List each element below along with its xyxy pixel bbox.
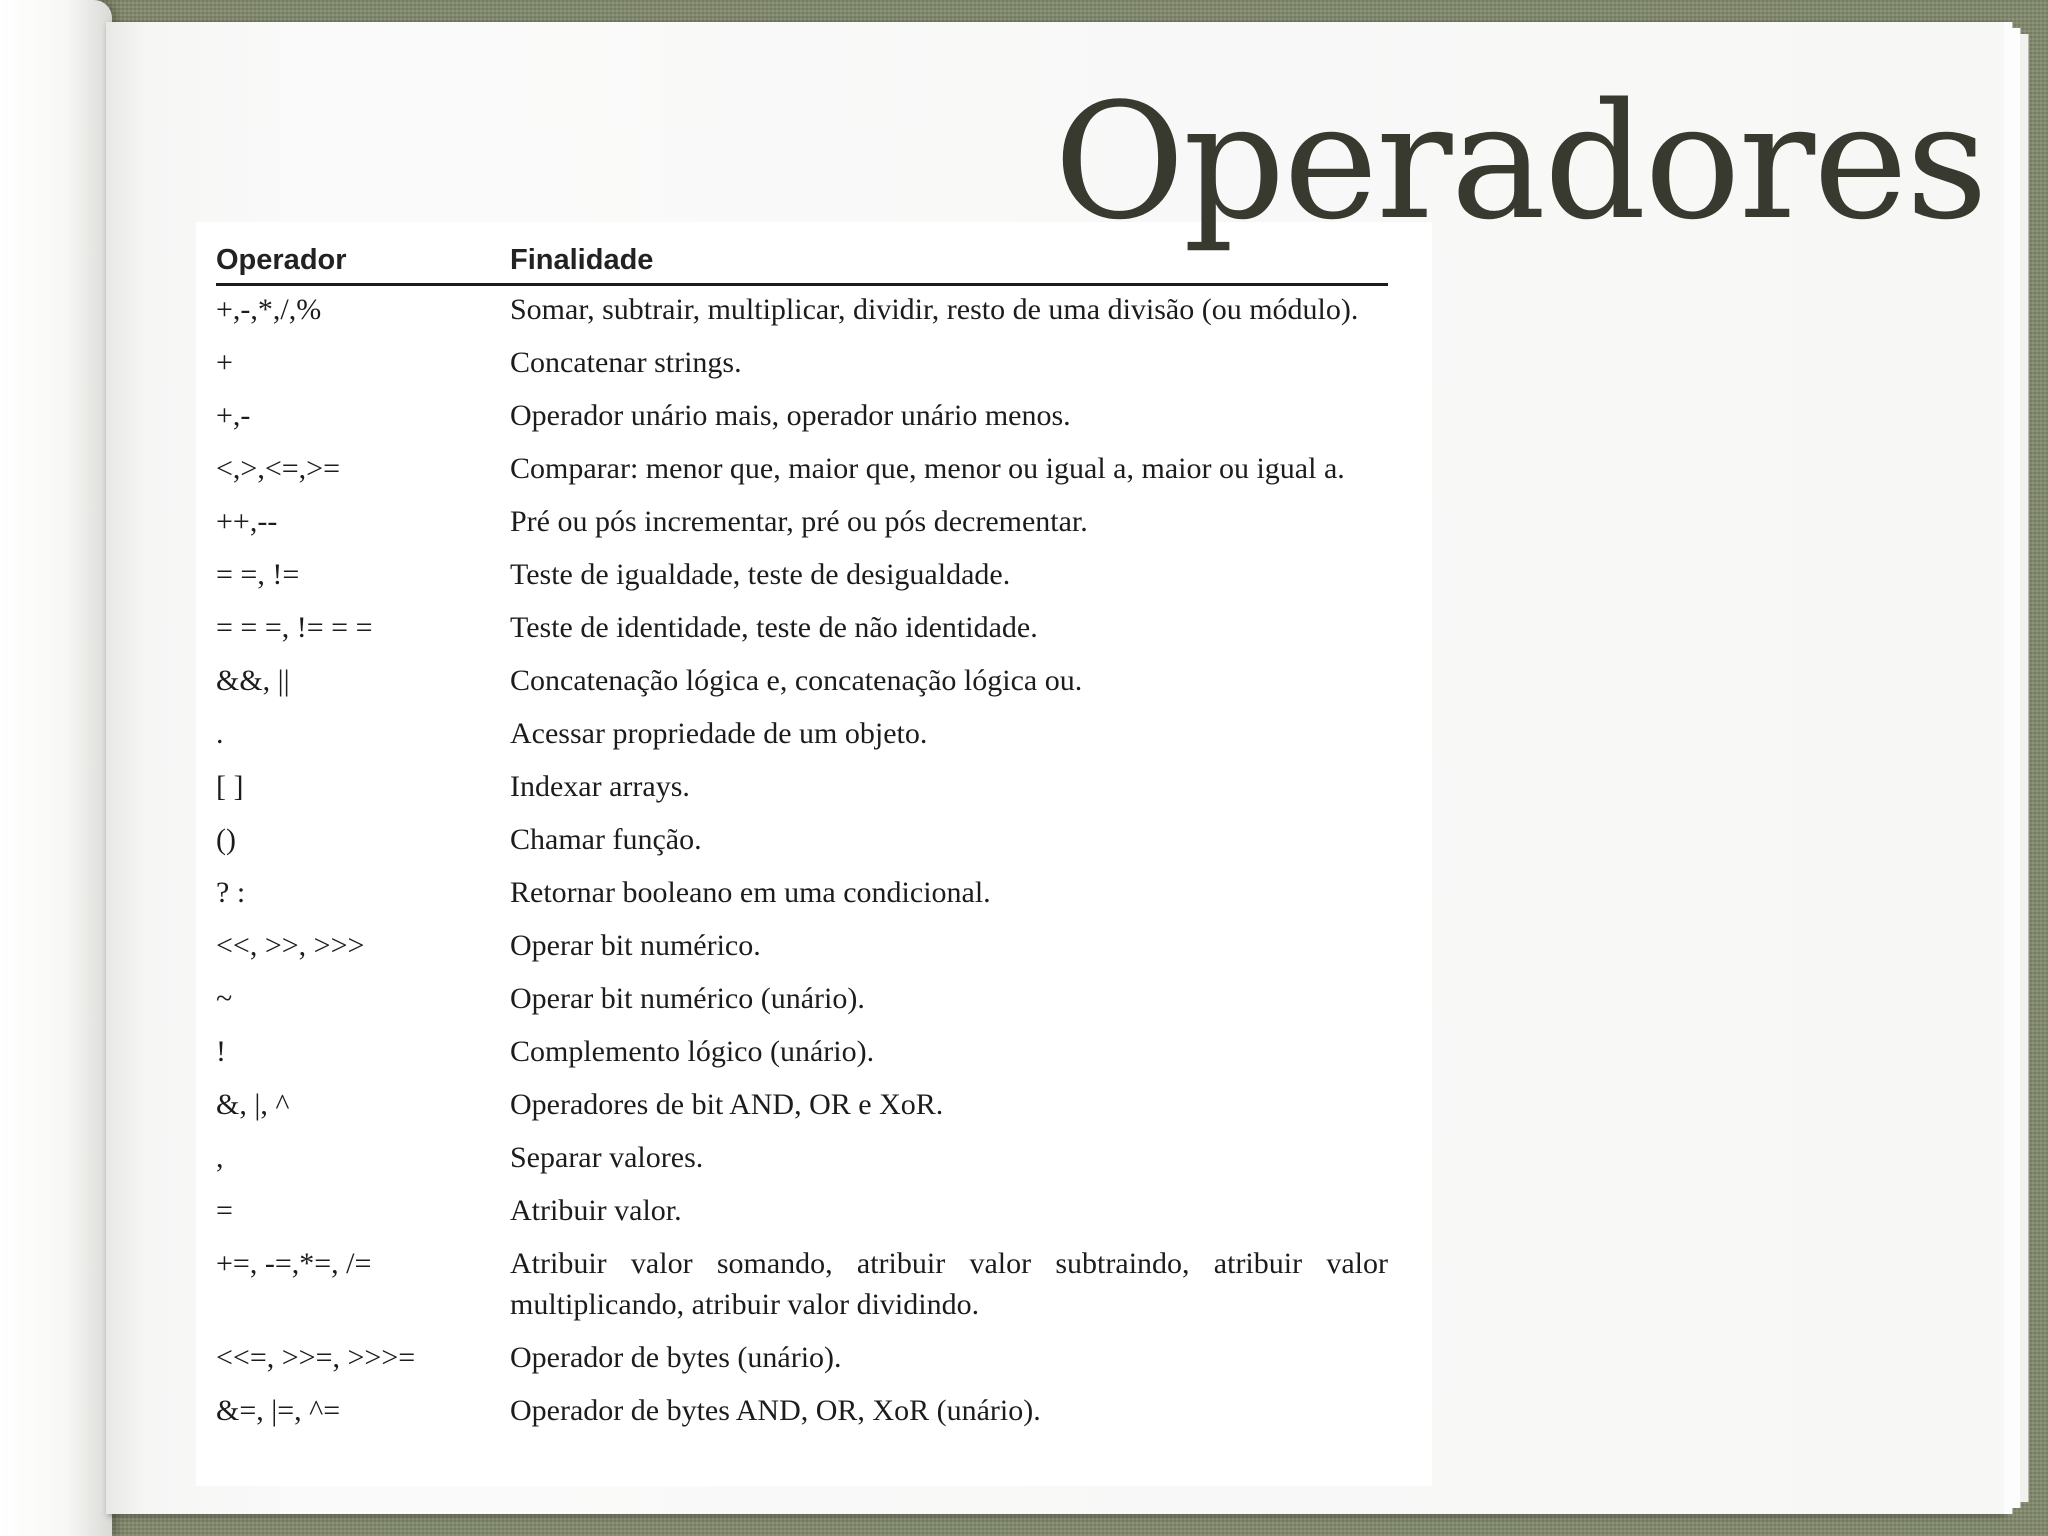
purpose-cell: Indexar arrays. bbox=[510, 770, 690, 803]
table-row bbox=[216, 498, 1388, 551]
operator-cell: = bbox=[216, 1194, 233, 1227]
table-row bbox=[216, 1134, 1388, 1187]
purpose-cell: Operadores de bit AND, OR e XoR. bbox=[510, 1088, 944, 1121]
operator-cell: . bbox=[216, 717, 224, 750]
table-row bbox=[216, 339, 1388, 392]
operator-cell: ? : bbox=[216, 876, 246, 909]
purpose-cell: Operar bit numérico. bbox=[510, 929, 761, 962]
operator-cell: + bbox=[216, 346, 233, 379]
purpose-cell: Complemento lógico (unário). bbox=[510, 1035, 875, 1068]
purpose-cell: Comparar: menor que, maior que, menor ou igual a, maior ou igual a. bbox=[510, 452, 1345, 485]
operator-cell: <<=, >>=, >>>= bbox=[216, 1341, 416, 1374]
table-row bbox=[216, 392, 1388, 445]
operator-cell: ! bbox=[216, 1035, 226, 1068]
purpose-cell: Acessar propriedade de um objeto. bbox=[510, 717, 928, 750]
slide-title: Operadores bbox=[1053, 68, 1986, 255]
operator-cell: <,>,<=,>= bbox=[216, 452, 341, 485]
purpose-cell: Atribuir valor somando, atribuir valor subtraindo, atribuir valor multiplicando, atribuir valor dividindo. bbox=[510, 1247, 1388, 1321]
purpose-cell: Teste de igualdade, teste de desigualdade. bbox=[510, 558, 1011, 591]
header-purpose: Finalidade bbox=[510, 244, 1388, 285]
operator-cell: () bbox=[216, 823, 236, 856]
purpose-cell: Teste de identidade, teste de não identidade. bbox=[510, 611, 1038, 644]
purpose-cell: Separar valores. bbox=[510, 1141, 704, 1174]
operator-cell: ++,-- bbox=[216, 505, 278, 538]
header-operator: Operador bbox=[216, 244, 510, 285]
table-row bbox=[216, 1081, 1388, 1134]
table-row bbox=[216, 604, 1388, 657]
table-row bbox=[216, 1187, 1388, 1240]
operator-cell: +,- bbox=[216, 399, 251, 432]
table-row bbox=[216, 445, 1388, 498]
purpose-cell: Concatenar strings. bbox=[510, 346, 742, 379]
table-row bbox=[216, 1387, 1388, 1440]
table-row bbox=[216, 710, 1388, 763]
table-row bbox=[216, 1028, 1388, 1081]
purpose-cell: Operador unário mais, operador unário menos. bbox=[510, 399, 1071, 432]
left-page-edge bbox=[0, 0, 112, 1536]
table-row bbox=[216, 657, 1388, 710]
operator-cell: &=, |=, ^= bbox=[216, 1394, 341, 1427]
table-row bbox=[216, 869, 1388, 922]
table-row bbox=[216, 1240, 1388, 1334]
purpose-cell: Operador de bytes (unário). bbox=[510, 1341, 842, 1374]
purpose-cell: Chamar função. bbox=[510, 823, 702, 856]
table-row bbox=[216, 551, 1388, 604]
page-edge bbox=[2020, 34, 2029, 1502]
table-row bbox=[216, 816, 1388, 869]
operator-cell: &, |, ^ bbox=[216, 1088, 290, 1121]
operator-cell: +,-,*,/,% bbox=[216, 293, 322, 326]
purpose-cell: Retornar booleano em uma condicional. bbox=[510, 876, 991, 909]
table-row bbox=[216, 922, 1388, 975]
table-row bbox=[216, 285, 1388, 340]
purpose-cell: Somar, subtrair, multiplicar, dividir, resto de uma divisão (ou módulo). bbox=[510, 293, 1359, 326]
operator-cell: &&, || bbox=[216, 664, 290, 697]
purpose-cell: Operar bit numérico (unário). bbox=[510, 982, 865, 1015]
operator-cell: = = =, != = = bbox=[216, 611, 373, 644]
operator-cell: = =, != bbox=[216, 558, 300, 591]
purpose-cell: Atribuir valor. bbox=[510, 1194, 682, 1227]
operator-cell: , bbox=[216, 1141, 224, 1174]
operator-cell: +=, -=,*=, /= bbox=[216, 1247, 372, 1280]
operator-cell: [ ] bbox=[216, 770, 244, 803]
operators-table bbox=[216, 244, 1388, 1440]
purpose-cell: Pré ou pós incrementar, pré ou pós decrementar. bbox=[510, 505, 1088, 538]
purpose-cell: Concatenação lógica e, concatenação lógica ou. bbox=[510, 664, 1083, 697]
operator-cell: <<, >>, >>> bbox=[216, 929, 365, 962]
purpose-cell: Operador de bytes AND, OR, XoR (unário). bbox=[510, 1394, 1041, 1427]
operator-cell: ~ bbox=[216, 982, 233, 1015]
table-row bbox=[216, 1334, 1388, 1387]
table-row bbox=[216, 975, 1388, 1028]
table-body bbox=[216, 285, 1388, 1441]
table-row bbox=[216, 763, 1388, 816]
